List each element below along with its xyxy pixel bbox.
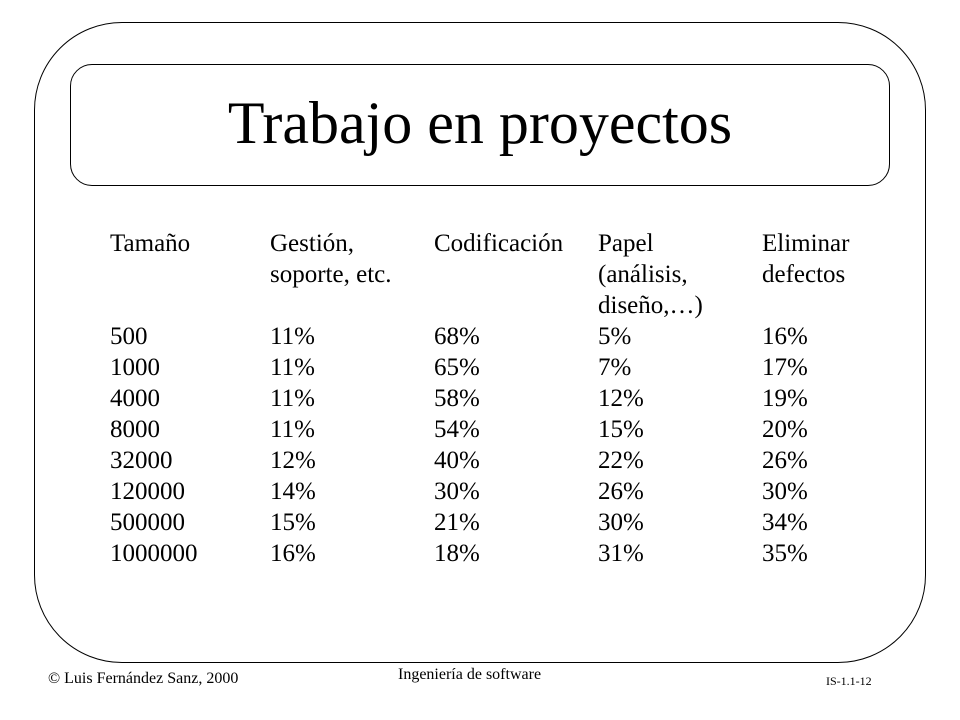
table-row <box>110 383 892 414</box>
cell-management: 11% <box>270 354 315 381</box>
cell-management: 12% <box>270 447 316 474</box>
footer-page-number: IS-1.1-12 <box>826 674 872 688</box>
table-row <box>110 538 892 569</box>
header-coding: Codificación <box>434 230 564 257</box>
cell-management: 15% <box>270 509 316 536</box>
table-row <box>110 507 892 538</box>
cell-paper: 7% <box>598 354 632 381</box>
cell-paper: 15% <box>598 416 644 443</box>
table-row <box>110 476 892 507</box>
table-row <box>110 445 892 476</box>
table-row <box>110 414 892 445</box>
header-paper: Papel (análisis, diseño,…) <box>598 230 703 319</box>
cell-coding: 21% <box>434 509 480 536</box>
cell-management: 14% <box>270 478 316 505</box>
cell-defects: 26% <box>762 447 808 474</box>
cell-management: 11% <box>270 323 315 350</box>
cell-defects: 30% <box>762 478 808 505</box>
cell-management: 16% <box>270 540 316 567</box>
cell-coding: 58% <box>434 385 480 412</box>
cell-paper: 31% <box>598 540 644 567</box>
cell-defects: 19% <box>762 385 808 412</box>
data-table <box>110 228 892 569</box>
cell-coding: 18% <box>434 540 480 567</box>
cell-paper: 22% <box>598 447 644 474</box>
cell-size: 500000 <box>110 509 185 536</box>
table-header-row <box>110 228 892 321</box>
cell-coding: 65% <box>434 354 480 381</box>
table-row <box>110 352 892 383</box>
cell-size: 8000 <box>110 416 160 443</box>
cell-coding: 68% <box>434 323 480 350</box>
header-defects: Eliminar defectos <box>762 230 850 288</box>
cell-defects: 34% <box>762 509 808 536</box>
cell-size: 1000000 <box>110 540 198 567</box>
title-box <box>70 64 890 186</box>
cell-defects: 35% <box>762 540 808 567</box>
cell-paper: 12% <box>598 385 644 412</box>
cell-size: 500 <box>110 323 148 350</box>
cell-paper: 26% <box>598 478 644 505</box>
header-size: Tamaño <box>110 230 191 257</box>
cell-defects: 20% <box>762 416 808 443</box>
footer-author: © Luis Fernández Sanz, 2000 <box>48 670 239 687</box>
table-row <box>110 321 892 352</box>
header-management: Gestión, soporte, etc. <box>270 230 392 288</box>
slide-title: Trabajo en proyectos <box>227 90 733 156</box>
cell-size: 1000 <box>110 354 160 381</box>
cell-size: 32000 <box>110 447 173 474</box>
footer-subject: Ingeniería de software <box>398 666 542 683</box>
cell-size: 4000 <box>110 385 160 412</box>
cell-management: 11% <box>270 385 315 412</box>
cell-management: 11% <box>270 416 315 443</box>
cell-coding: 40% <box>434 447 480 474</box>
cell-paper: 5% <box>598 323 632 350</box>
cell-paper: 30% <box>598 509 644 536</box>
cell-coding: 54% <box>434 416 480 443</box>
cell-size: 120000 <box>110 478 185 505</box>
table-body <box>110 321 892 569</box>
cell-coding: 30% <box>434 478 480 505</box>
cell-defects: 17% <box>762 354 808 381</box>
cell-defects: 16% <box>762 323 808 350</box>
